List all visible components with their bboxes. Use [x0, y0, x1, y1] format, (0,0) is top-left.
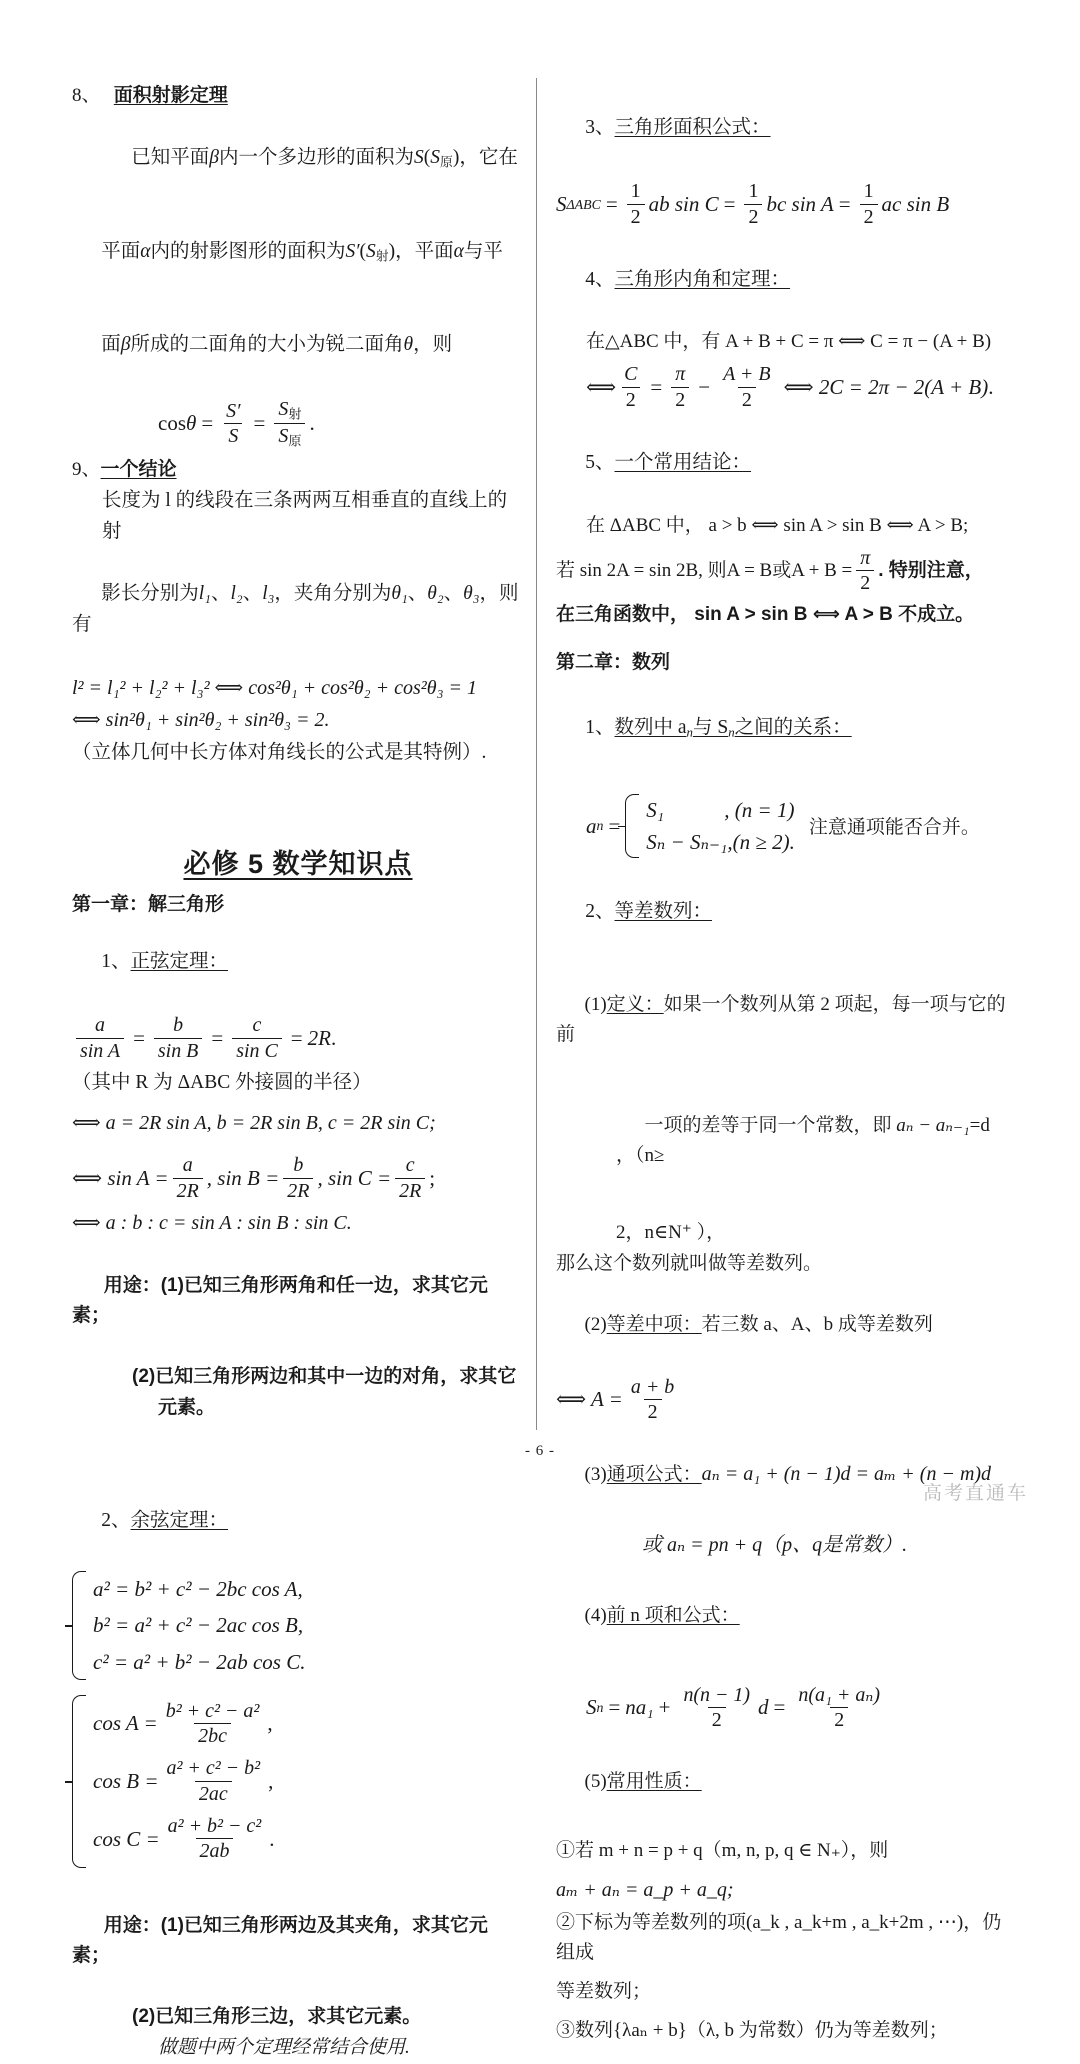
fraction-half-1: $\frac{1}{2}$ [627, 180, 645, 228]
equals: = [201, 411, 214, 436]
numerator: S′ [226, 399, 241, 422]
text: 内的射影图形的面积为 [150, 240, 346, 262]
piecewise-note: 注意通项能否合并。 [808, 817, 980, 839]
section-8-body-line1: 已知平面β内一个多边形的面积为$S(S_原)$，它在 [131, 147, 518, 170]
s-symbol: S [366, 240, 376, 262]
fraction-nn1-2: $\frac{n(n - 1)}{2}$ [683, 1683, 751, 1732]
text: 面 [101, 334, 121, 356]
mid-label: 等差中项： [606, 1313, 702, 1335]
section-8-heading [72, 82, 524, 111]
text: 平面 [101, 240, 141, 262]
seq-2-sum-formula: S n = na₁ + $\frac{n(n - 1)}{2}$ d = $\frac{\text{n(a₁ + aₙ)}}{2}$ [556, 1684, 1008, 1732]
text: 与平 [463, 240, 503, 262]
section-8-body-line3 [72, 299, 524, 391]
s-yuan-symbol: S [430, 147, 440, 169]
section-9-eq2: ⟺ sin²θ₁ + sin²θ₂ + sin²θ₃ = 2. [72, 709, 330, 732]
seq-2-property-2: ②下标为等差数列的项(a_k , a_k+m , a_k+2m , ⋯)，仍组成 [556, 1912, 1002, 1964]
seq-2-property-1: ①若 m + n = p + q（m, n, p, q ∈ N₊），则 [556, 1840, 889, 1862]
cosC-row: cos C = $\frac{\text{a² + b² − c²}}{2ab}$ . [93, 1815, 275, 1863]
page-number: - 6 - [525, 1443, 555, 1459]
seq-2-number: 2、 [585, 900, 615, 922]
sum-label: 前 n 项和公式： [606, 1604, 740, 1626]
column-divider [536, 78, 537, 1430]
section-5-heading [556, 417, 1008, 509]
def-number: (1) [584, 993, 607, 1015]
section-4-line1: 在△ABC 中，有 A + B + C = π ⟺ C = π − (A + B) [586, 331, 992, 353]
seq-2-general-term: (3)通项公式：aₙ = a₁ + (n − 1)d = aₘ + (n − m)d [584, 1463, 992, 1486]
fraction-half-2: $\frac{1}{2}$ [744, 180, 762, 228]
gen-number: (3) [584, 1464, 607, 1486]
fraction-a-2R: $\frac{a}{2R}$ [173, 1154, 203, 1202]
seq-2-properties-heading [556, 1737, 1008, 1827]
text: ，平面 [395, 240, 454, 262]
section-2-number: 2、 [101, 1510, 131, 1532]
fraction-a-sinA: $\frac{a}{\text{sin A}}$ [76, 1014, 124, 1062]
an-difference: aₙ − aₙ₋₁ [896, 1114, 970, 1136]
theta2-symbol: θ₂ [427, 583, 444, 605]
prop-number: (5) [584, 1771, 607, 1793]
def-label: 定义： [606, 993, 664, 1015]
seq-2-mid-term: (2)等差中项：若三数 a、A、b 成等差数列 [584, 1313, 933, 1335]
text: ，则 [413, 334, 453, 356]
section-4-heading [556, 234, 1008, 326]
theta-symbol: θ [403, 334, 414, 356]
seq-1-title: 数列中 $a_n$与 $S_n$之间的关系： [614, 717, 852, 740]
section-3-heading [556, 82, 1008, 174]
fraction-half-3: $\frac{1}{2}$ [860, 180, 878, 228]
beta-symbol: β [209, 147, 219, 169]
use-label: 用途： [103, 1274, 161, 1296]
use-label: 用途： [103, 1914, 161, 1936]
alpha-symbol-2: α [453, 240, 464, 262]
section-1-use-2: (2)已知三角形两边和其中一边的对角，求其它 [132, 1365, 517, 1387]
seq-section-2-heading [556, 866, 1008, 958]
mid-number: (2) [584, 1313, 607, 1335]
section-5-line1: 在 ΔABC 中， a > b ⟺ sin A > sin B ⟺ A > B; [586, 514, 969, 536]
piecewise-case-1: S₁ , (n = 1) [646, 797, 795, 822]
theta1-symbol: θ₁ [391, 583, 408, 605]
use-item-1: (1)已知三角形两边及其夹角，求其它元素； [72, 1914, 488, 1966]
triangle-area-formula: S ΔABC = $\frac{1}{2}$ ab sin C = $\frac{1}{2}$ bc sin A = $\frac{1}{2}$ ac sin B [556, 180, 950, 228]
theta-symbol-3: θ [186, 411, 197, 436]
fraction-sshe-over-syuan [274, 398, 305, 450]
section-9-eq1: l² = l₁² + l₂² + l₃² ⟺ cos²θ₁ + cos²θ₂ + cos²θ₃ = 1 [72, 676, 478, 699]
fraction-b-2R: $\frac{b}{2R}$ [283, 1154, 313, 1202]
text: 所成的二面角的大小为锐二面角 [130, 334, 404, 356]
seq-2-general-term-2: 或 aₙ = pn + q（p、q是常数）. [642, 1534, 908, 1557]
s-prime-symbol: S′ [345, 240, 360, 262]
seq-2-definition-2: 一项的差等于同一个常数，即 aₙ − aₙ₋₁=d ，（n≥ [616, 1114, 995, 1166]
fraction-pi-2-b: $\frac{\pi}{2}$ [856, 547, 874, 595]
period: . [309, 411, 315, 436]
denominator: $S_原$ [274, 423, 305, 449]
fraction-a-plus-b-2: $\frac{a + b}{2}$ [630, 1375, 675, 1424]
fraction-b-sinB: $\frac{b}{\text{sin B}}$ [154, 1014, 202, 1062]
fraction-c-2R: $\frac{c}{2R}$ [395, 1154, 425, 1202]
section-5-line3: 在三角函数中， sin A > sin B ⟺ A > B 不成立。 [556, 604, 975, 626]
seq-2-property-2b: 等差数列； [556, 1981, 652, 2003]
section-1-heading [72, 916, 524, 1008]
section-1-equiv3: ⟺ a : b : c = sin A : sin B : sin C. [72, 1211, 352, 1234]
section-5-number: 5、 [585, 451, 615, 473]
chapter-2-heading: 第二章：数列 [556, 652, 671, 674]
section-2-use-2: (2)已知三角形三边，求其它元素。 [132, 2005, 422, 2027]
seq-2-property-3: ③数列{λaₙ + b}（λ, b 为常数）仍为等差数列； [556, 2020, 948, 2042]
s-symbol: S [414, 147, 424, 169]
section-1-use-3: 元素。 [158, 1396, 216, 1418]
section-2-use-3: 做题中两个定理经常结合使用. [158, 2036, 410, 2058]
gen-label: 通项公式： [606, 1464, 702, 1486]
cosines-eq-3: c² = a² + b² − 2ab cos C. [93, 1649, 306, 1674]
theta3-symbol: θ₃ [463, 583, 480, 605]
seq-2-mid-formula: ⟺ A = $\frac{a + b}{2}$ [556, 1376, 1008, 1424]
section-2-heading [72, 1476, 524, 1568]
seq-2-definition-4: 那么这个数列就叫做等差数列。 [556, 1252, 823, 1274]
l3-symbol: l₃ [262, 583, 275, 605]
cosines-eq-2: b² = a² + c² − 2ac cos B, [93, 1613, 304, 1638]
brace-glyph [72, 1695, 86, 1868]
section-2-use [72, 1881, 524, 2001]
seq-2-title: 等差数列： [614, 900, 713, 922]
subscript-ABC: ΔABC [566, 196, 601, 212]
section-1-note: （其中 R 为 ΔABC 外接圆的半径） [72, 1071, 372, 1093]
section-2-title: 余弦定理： [130, 1510, 229, 1532]
cosB-row: cos B = $\frac{\text{a² + c² − b²}}{2ac}$ , [93, 1757, 274, 1805]
section-8-number: 8、 [72, 85, 101, 106]
section-9-line2: 影长分别为l₁、l₂、l₃，夹角分别为θ₁、θ₂、θ₃，则有 [72, 583, 519, 636]
brace-glyph [625, 794, 639, 859]
watermark: 高考直通车 [922, 1483, 1028, 1504]
section-8-body-line2: 平面α内的射影图形的面积为$S'(S_射)$，平面α与平 [101, 240, 503, 264]
section-5-line2: 若 sin 2A = sin 2B, 则A = B或A + B = $\frac{\pi}{2}$ . 特别注意， [556, 546, 984, 594]
fraction-C-2: $\frac{C}{2}$ [620, 363, 641, 411]
seq-section-1-heading [556, 682, 1008, 774]
fraction-c-sinC: $\frac{c}{\text{sin C}}$ [232, 1014, 282, 1062]
alpha-symbol: α [140, 240, 151, 262]
text: 内一个多边形的面积为 [218, 147, 414, 169]
section-9-heading [72, 456, 524, 485]
section-4-line2: ⟺ $\frac{C}{2}$ = $\frac{\pi}{2}$ − $\frac{A + B}{2}$ ⟺ 2C = 2π − 2(A + B) . [586, 363, 994, 411]
subscript-she: 射 [375, 249, 389, 264]
section-4-number: 4、 [585, 268, 615, 290]
cosA-row: cos A = $\frac{\text{b² + c² − a²}}{2bc}$ , [93, 1699, 273, 1748]
cosines-eq-1: a² = b² + c² − 2bc cos A, [93, 1577, 303, 1602]
beta-symbol-2: β [120, 334, 131, 356]
piecewise-case-2: Sₙ − Sₙ₋₁ ,(n ≥ 2). [646, 829, 795, 854]
chapter-1-heading: 第一章：解三角形 [72, 893, 225, 915]
S-symbol: S [556, 192, 567, 217]
section-3-title: 三角形面积公式： [614, 116, 771, 138]
brace-glyph [72, 1571, 86, 1680]
seq-2-definition-3: 2，n∈N⁺ ）， [616, 1221, 726, 1243]
section-1-number: 1、 [101, 950, 131, 972]
l2-symbol: l₂ [230, 583, 243, 605]
section-9-note: （立体几何中长方体对角线长的公式是其特例）. [72, 741, 487, 763]
fraction-AplusB-2: $\frac{A + B}{2}$ [723, 363, 771, 411]
seq-2-property-1b: aₘ + aₙ = a_p + a_q; [556, 1879, 734, 1902]
fraction-sprime-over-s [222, 400, 244, 448]
fraction-cosA: $\frac{\text{b² + c² − a²}}{2bc}$ [165, 1699, 260, 1748]
subscript-yuan: 原 [440, 155, 453, 170]
text: 已知平面 [131, 147, 210, 169]
cos-solved-group [72, 1695, 275, 1868]
section-8-formula: cos θ = $\frac{S'}{S}$ = $\frac{S_射}{S_原}$ . [158, 397, 315, 449]
fraction-cosB: $\frac{\text{a² + c² − b²}}{2ac}$ [166, 1757, 261, 1805]
numerator: $S_射$ [278, 397, 302, 422]
fraction-cosC: $\frac{\text{a² + b² − c²}}{2ab}$ [167, 1815, 262, 1863]
page-title: 必修 5 数学知识点 [183, 848, 413, 879]
section-1-title: 正弦定理： [130, 950, 229, 972]
right-column [556, 82, 1008, 2047]
denominator: S [224, 423, 242, 447]
section-9-title: 一个结论 [100, 458, 177, 480]
fraction-pi-2: $\frac{\pi}{2}$ [671, 363, 689, 411]
section-1-use [72, 1241, 524, 1361]
section-5-title: 一个常用结论： [614, 451, 752, 473]
section-9-number: 9、 [72, 458, 101, 480]
use-item-1: (1)已知三角形两角和任一边，求其它元素； [72, 1274, 488, 1326]
an-Sn-relation: a n = S₁ , (n = 1) Sₙ − Sₙ₋₁ ,(n ≥ 2). 注意通项能否合并。 [556, 792, 1008, 861]
seq-1-number: 1、 [585, 717, 615, 739]
law-of-sines-formula: $\frac{a}{\text{sin A}}$ = $\frac{b}{\text{sin B}}$ = $\frac{c}{\text{sin C}}$ = 2R . [72, 1014, 524, 1062]
section-8-title: 面积射影定理 [113, 85, 228, 106]
fraction-na1an-2: $\frac{\text{n(a₁ + aₙ)}}{2}$ [798, 1683, 881, 1732]
seq-2-sum-heading [556, 1571, 1008, 1661]
section-1-equiv2: ⟺ sin A = $\frac{a}{2R}$ , sin B = $\frac{b}{2R}$ , sin C = $\frac{c}{2R}$ ; [72, 1154, 436, 1202]
text: ，它在 [459, 147, 518, 169]
section-3-number: 3、 [585, 116, 615, 138]
left-column [72, 82, 524, 2064]
two-R: 2R [307, 1025, 331, 1050]
sum-number: (4) [584, 1604, 607, 1626]
l1-symbol: l₁ [198, 583, 211, 605]
seq-2-definition: (1)定义：如果一个数列从第 2 项起，每一项与它的前 [556, 993, 1006, 1045]
section-9-line1: 长度为 l 的线段在三条两两互相垂直的直线上的射 [102, 490, 508, 542]
law-of-cosines-group [72, 1571, 305, 1680]
cos-label: cos [158, 411, 186, 436]
piecewise-brace [625, 794, 795, 859]
prop-label: 常用性质： [606, 1771, 702, 1793]
section-1-equiv1: ⟺ a = 2R sin A, b = 2R sin B, c = 2R sin C; [72, 1111, 436, 1134]
section-4-title: 三角形内角和定理： [614, 268, 791, 290]
